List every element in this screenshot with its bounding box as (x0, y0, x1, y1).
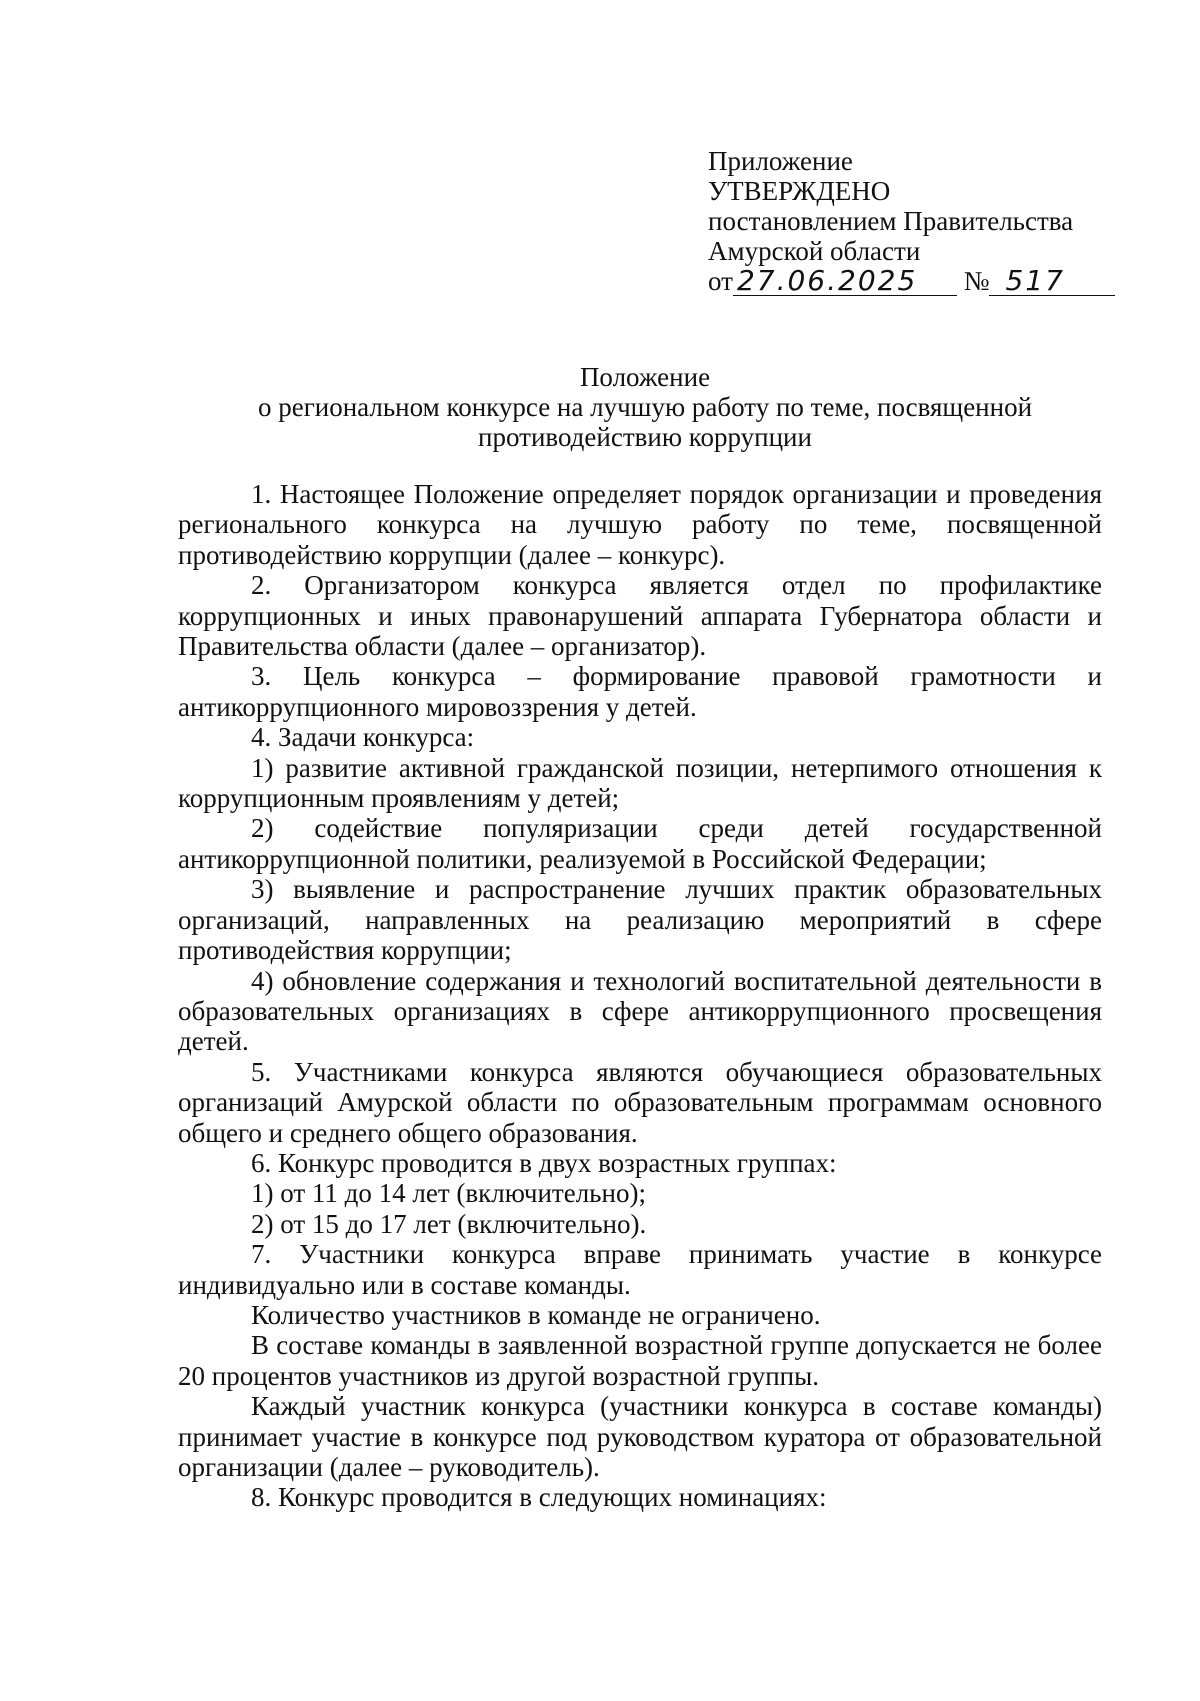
paragraph-6-heading: 6. Конкурс проводится в двух возрастных группах: (251, 1147, 837, 1178)
age-group-1: 1) от 11 до 14 лет (включительно); (251, 1178, 646, 1209)
date-number-line (708, 266, 1115, 296)
paragraph-7: 7. Участники конкурса вправе принимать участие в конкурсе индивидуально или в составе команды. (178, 1239, 1102, 1300)
approved-label: УТВЕРЖДЕНО (708, 176, 891, 206)
handwritten-date: 27.06.2025 (733, 267, 957, 296)
date-prefix: от (708, 266, 733, 296)
approved-by-line2: Амурской области (708, 236, 921, 266)
supervisor-note: Каждый участник конкурса (участники конкурса в составе команды) принимает участие в конкурсе под руководством куратора от образовательной организации (далее – руководитель). (178, 1391, 1102, 1482)
title-line-2: о региональном конкурсе на лучшую работу по теме, посвященной (257, 392, 1033, 422)
paragraph-5: 5. Участниками конкурса являются обучающиеся образовательных организаций Амурской области по образовательным программам основного общего и среднего общего образования. (178, 1056, 1102, 1148)
title-line-1: Положение (579, 362, 711, 392)
document-title (0, 362, 1200, 452)
task-item-3: 3) выявление и распространение лучших практик образовательных организаций, направленных на реализацию мероприятий в сфере противодействия коррупции; (178, 874, 1102, 966)
team-size-note: Количество участников в команде не ограничено. (251, 1299, 821, 1330)
team-composition-note: В составе команды в заявленной возрастной группе допускается не более 20 процентов участников из другой возрастной группы. (178, 1330, 1102, 1391)
approved-by-line1: постановлением Правительства (708, 206, 1074, 236)
handwritten-number: 517 (989, 267, 1115, 296)
title-line-3: противодействию коррупции (478, 422, 812, 452)
paragraph-4-heading: 4. Задачи конкурса: (251, 722, 475, 753)
paragraph-8-heading: 8. Конкурс проводится в следующих номинациях: (251, 1482, 827, 1513)
task-item-4: 4) обновление содержания и технологий воспитательной деятельности в образовательных организациях в сфере антикоррупционного просвещения детей. (178, 965, 1102, 1057)
paragraph-3: 3. Цель конкурса – формирование правовой грамотности и антикоррупционного мировоззрения у детей. (178, 661, 1102, 722)
approval-stamp-block (708, 146, 1115, 296)
task-item-2: 2) содействие популяризации среди детей государственной антикоррупционной политики, реализуемой в Российской Федерации; (178, 813, 1102, 874)
age-group-2: 2) от 15 до 17 лет (включительно). (251, 1208, 647, 1239)
appendix-label: Приложение (708, 146, 853, 176)
paragraph-2: 2. Организатором конкурса является отдел по профилактике коррупционных и иных правонарушений аппарата Губернатора области и Правительства области (далее – организатор). (178, 570, 1102, 662)
number-prefix: № (963, 266, 990, 296)
task-item-1: 1) развитие активной гражданской позиции, нетерпимого отношения к коррупционным проявлениям у детей; (178, 752, 1102, 814)
document-body (178, 479, 1102, 1513)
paragraph-1: 1. Настоящее Положение определяет порядок организации и проведения регионального конкурса на лучшую работу по теме, посвященной противодействию коррупции (далее – конкурс). (178, 479, 1102, 570)
